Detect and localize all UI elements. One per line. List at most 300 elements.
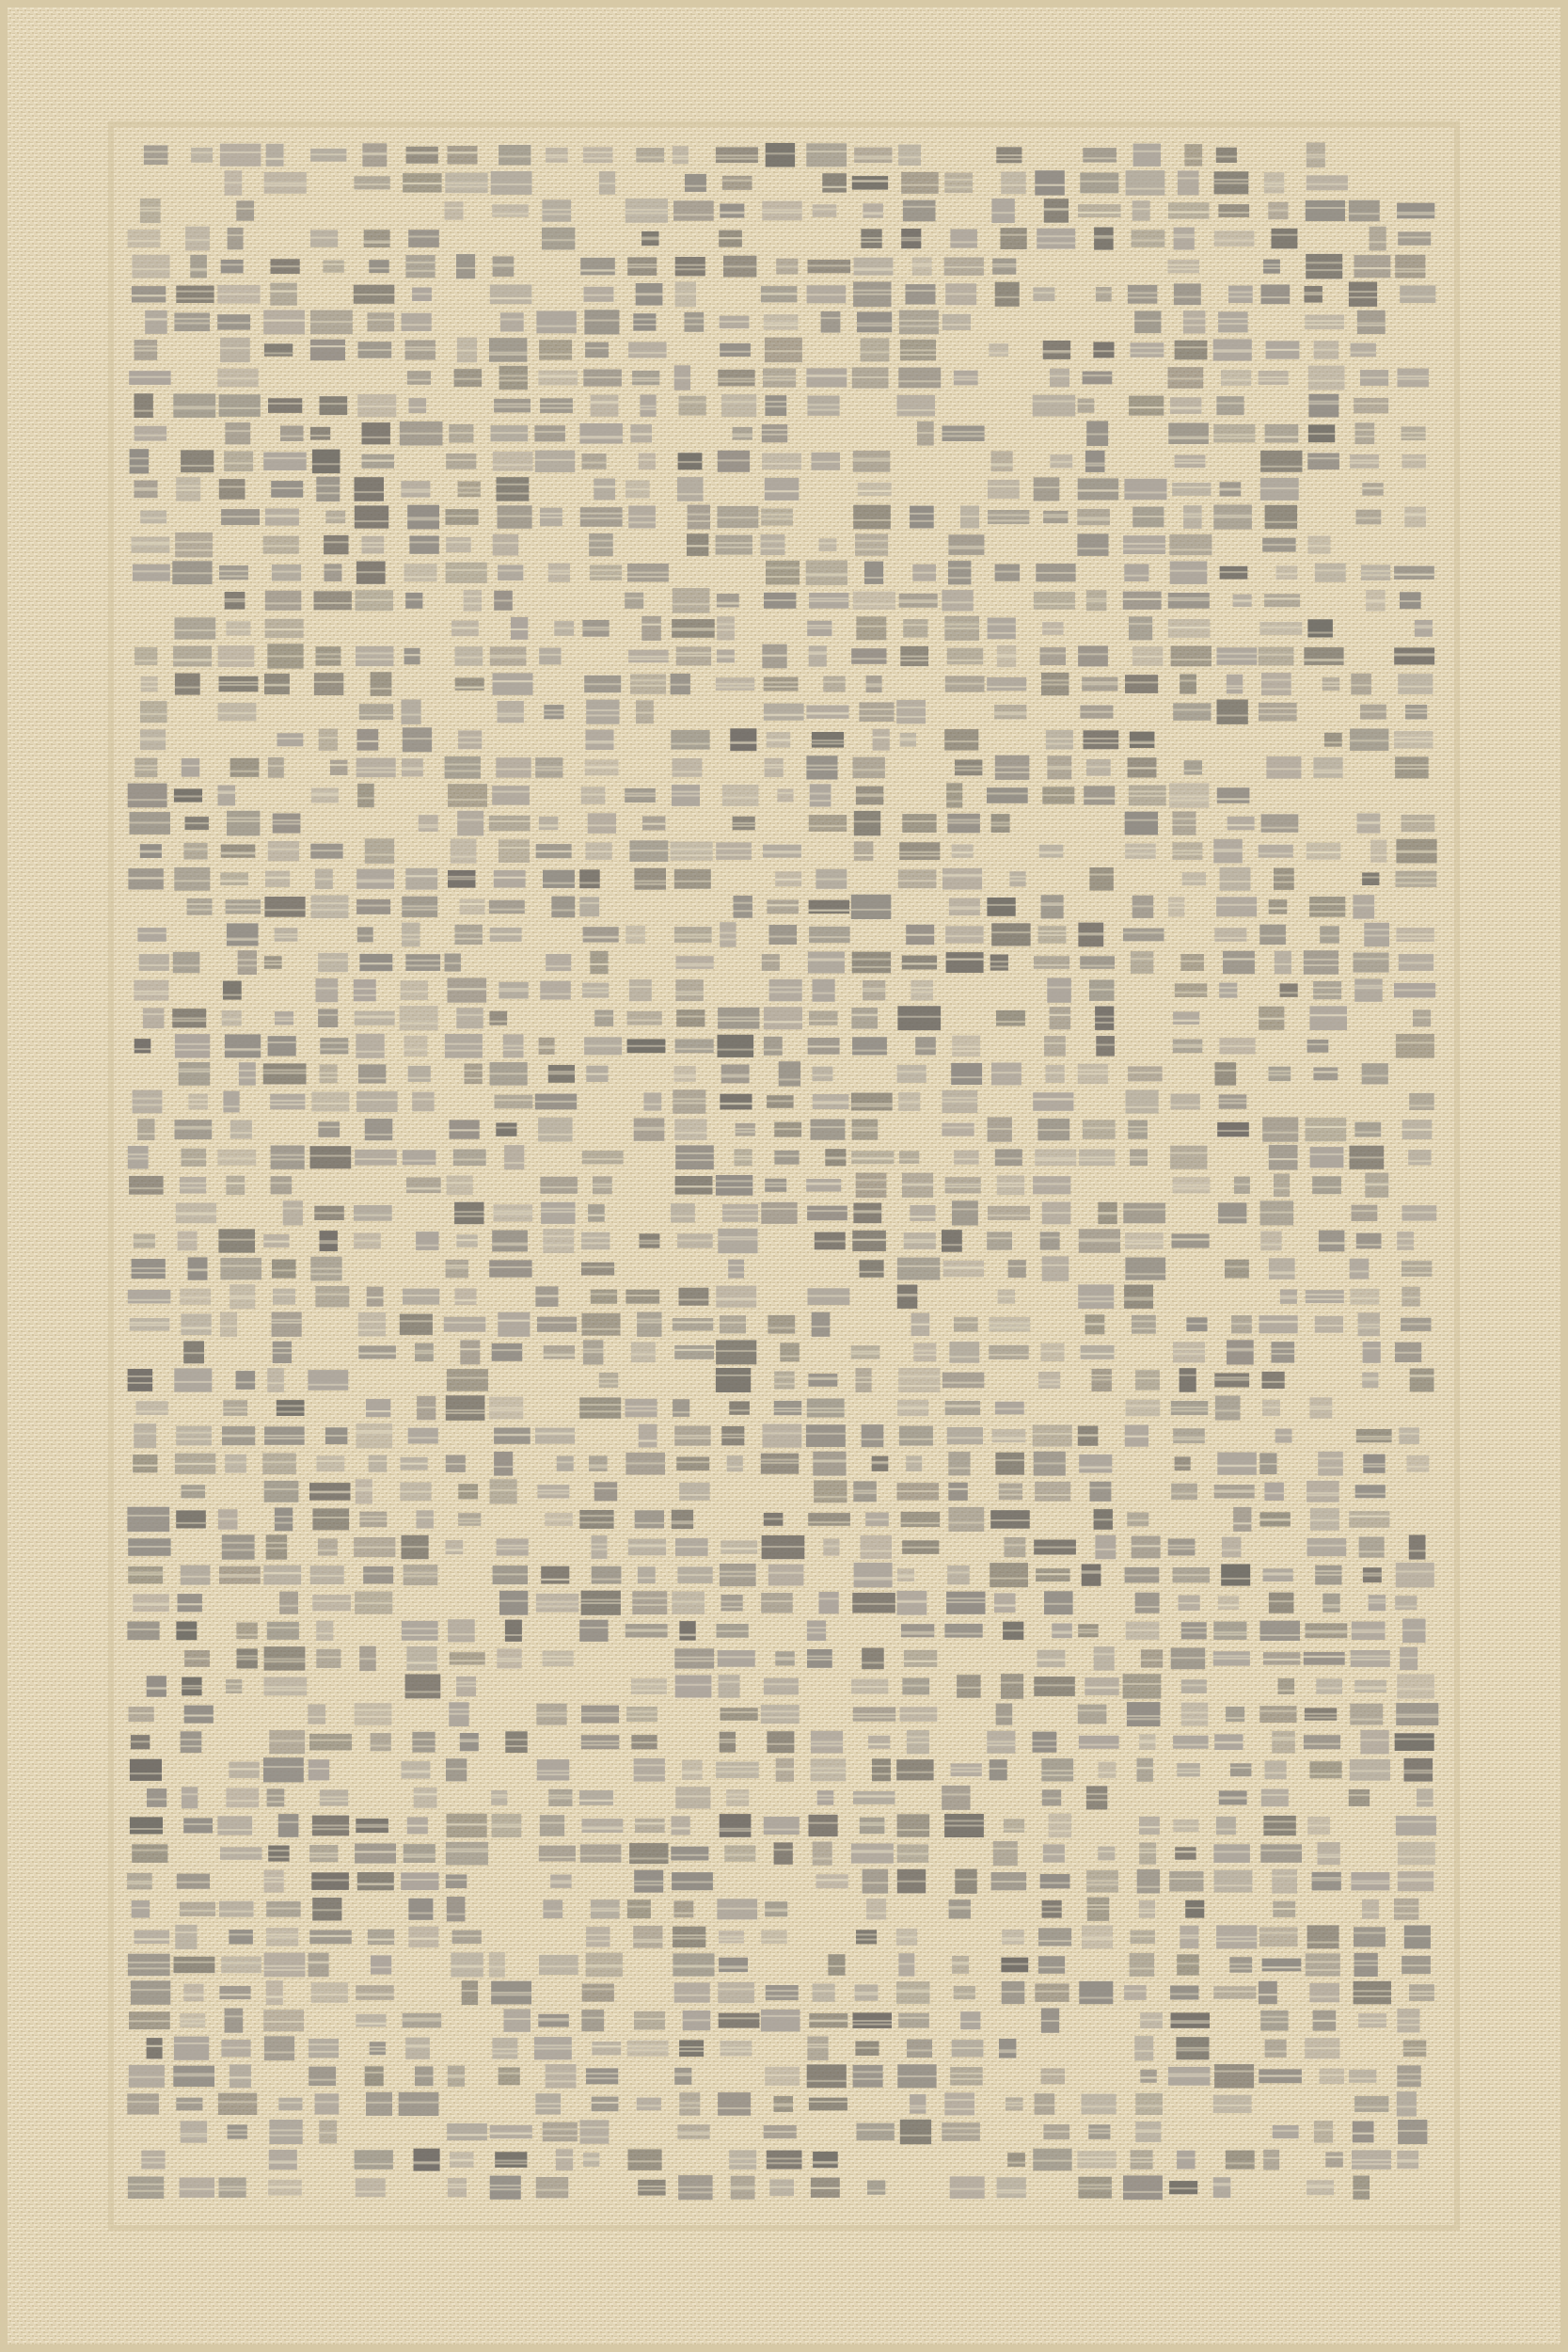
fiber-streak	[769, 987, 802, 989]
fiber-streak	[675, 993, 703, 995]
fiber-streak	[275, 1017, 293, 1019]
pattern-block	[719, 1958, 748, 1972]
fiber-streak	[582, 1158, 624, 1160]
fiber-streak	[365, 1134, 393, 1136]
pattern-block	[446, 1758, 467, 1781]
fiber-streak	[579, 1627, 608, 1629]
fiber-streak	[1001, 184, 1026, 186]
pattern-block	[1135, 2093, 1163, 2115]
fiber-streak	[720, 351, 751, 353]
fiber-streak	[264, 1686, 308, 1688]
fiber-streak	[991, 822, 1010, 824]
pattern-block	[325, 564, 342, 581]
fiber-streak	[954, 379, 978, 381]
fiber-streak	[685, 318, 705, 320]
fiber-streak	[491, 1992, 531, 1994]
fiber-streak	[492, 1824, 522, 1826]
pattern-block	[1400, 286, 1435, 304]
fiber-streak	[460, 1739, 479, 1740]
pattern-block	[543, 1651, 574, 1667]
fiber-streak	[1168, 1545, 1196, 1547]
pattern-block	[492, 204, 529, 216]
fiber-streak	[991, 212, 1014, 214]
fiber-streak	[633, 324, 656, 326]
pattern-block	[1395, 756, 1429, 778]
fiber-streak	[717, 623, 735, 625]
fiber-streak	[1002, 1991, 1025, 1993]
fiber-streak	[311, 902, 349, 904]
pattern-block	[1355, 422, 1375, 444]
pattern-block	[951, 1063, 982, 1085]
fiber-streak	[128, 1574, 163, 1576]
fiber-streak	[1398, 378, 1429, 380]
fiber-streak	[449, 432, 473, 434]
fiber-streak	[406, 1661, 436, 1663]
pattern-block	[632, 1591, 667, 1614]
fiber-streak	[1033, 292, 1054, 294]
fiber-streak	[1403, 2047, 1427, 2049]
pattern-block	[316, 646, 341, 665]
pattern-block	[1265, 1761, 1287, 1780]
fiber-streak	[1228, 296, 1253, 298]
pattern-block	[1354, 978, 1383, 1001]
fiber-streak	[1404, 1935, 1431, 1937]
pattern-block	[355, 1844, 396, 1864]
fiber-streak	[311, 1994, 348, 1995]
fiber-streak	[538, 2020, 569, 2022]
fiber-streak	[1175, 992, 1208, 993]
pattern-block	[445, 1034, 483, 1058]
pattern-block	[312, 450, 341, 474]
fiber-streak	[180, 1183, 206, 1184]
pattern-block	[227, 811, 260, 836]
fiber-streak	[1262, 1381, 1285, 1383]
fiber-streak	[1005, 1544, 1026, 1546]
fiber-streak	[1313, 987, 1341, 989]
fiber-streak	[676, 963, 714, 965]
fiber-streak	[1261, 689, 1291, 691]
fiber-streak	[264, 184, 307, 186]
pattern-block	[1001, 228, 1027, 249]
fiber-streak	[761, 1710, 800, 1712]
pattern-block	[987, 1232, 1012, 1249]
pattern-block	[630, 675, 666, 694]
fiber-streak	[1173, 824, 1196, 826]
fiber-streak	[853, 2024, 893, 2026]
fiber-streak	[1141, 1660, 1163, 1661]
fiber-streak	[899, 1438, 933, 1440]
fiber-streak	[1219, 992, 1237, 993]
pattern-block	[1361, 564, 1390, 580]
fiber-streak	[1180, 1937, 1198, 1939]
fiber-streak	[1404, 1772, 1433, 1773]
fiber-streak	[225, 1461, 246, 1463]
fiber-streak	[899, 326, 939, 327]
pattern-block	[581, 1263, 614, 1276]
fiber-streak	[489, 1406, 523, 1408]
pattern-block	[942, 868, 982, 890]
fiber-streak	[718, 1989, 754, 1991]
fiber-streak	[174, 796, 202, 798]
fiber-streak	[371, 688, 392, 690]
fiber-streak	[271, 1154, 305, 1156]
pattern-block	[1259, 925, 1286, 945]
fiber-streak	[273, 1294, 295, 1295]
pattern-block	[535, 1428, 575, 1444]
fiber-streak	[988, 519, 1029, 521]
pattern-block	[673, 1089, 705, 1113]
pattern-block	[356, 1034, 384, 1058]
fiber-streak	[236, 1634, 257, 1636]
pattern-block	[1394, 566, 1434, 580]
fiber-streak	[762, 434, 787, 436]
pattern-block	[176, 1426, 212, 1446]
pattern-block	[853, 592, 895, 610]
pattern-block	[1265, 2040, 1287, 2058]
pattern-block	[816, 1874, 848, 1888]
pattern-block	[492, 1343, 523, 1361]
fiber-streak	[1178, 177, 1199, 179]
fiber-streak	[990, 1323, 1031, 1325]
fiber-streak	[1042, 1797, 1061, 1799]
pattern-block	[181, 2121, 207, 2142]
fiber-streak	[495, 2163, 527, 2165]
pattern-block	[445, 756, 481, 779]
fiber-streak	[813, 1858, 832, 1860]
pattern-block	[1088, 2124, 1110, 2139]
fiber-streak	[1082, 1936, 1113, 1938]
fiber-streak	[446, 541, 471, 543]
fiber-streak	[226, 1800, 259, 1802]
pattern-block	[1124, 1285, 1153, 1309]
fiber-streak	[1173, 1574, 1210, 1576]
pattern-block	[1001, 1674, 1023, 1699]
fiber-streak	[1181, 1719, 1209, 1721]
fiber-streak	[1171, 659, 1212, 660]
fiber-streak	[1324, 741, 1342, 743]
fiber-streak	[675, 1795, 710, 1797]
pattern-block	[1180, 954, 1204, 971]
fiber-streak	[678, 2191, 713, 2193]
pattern-block	[809, 1011, 838, 1025]
pattern-block	[405, 593, 422, 609]
pattern-block	[582, 983, 609, 998]
pattern-block	[1039, 845, 1064, 858]
pattern-block	[676, 1009, 705, 1026]
fiber-streak	[671, 849, 713, 850]
fiber-streak	[219, 407, 261, 409]
fiber-streak	[499, 1600, 528, 1602]
fiber-streak	[176, 1438, 212, 1440]
pattern-block	[810, 784, 832, 806]
pattern-block	[900, 2120, 931, 2144]
fiber-streak	[358, 1329, 386, 1331]
pattern-block	[637, 2098, 661, 2111]
pattern-block	[221, 845, 255, 858]
fiber-streak	[1262, 1132, 1298, 1134]
fiber-streak	[949, 906, 980, 908]
pattern-block	[673, 588, 710, 613]
pattern-block	[1227, 675, 1243, 694]
pattern-block	[1134, 2036, 1153, 2060]
fiber-streak	[626, 1710, 657, 1712]
fiber-streak	[1183, 318, 1206, 320]
fiber-streak	[627, 266, 657, 268]
pattern-block	[1123, 2175, 1163, 2200]
fiber-streak	[267, 1627, 299, 1629]
pattern-block	[1141, 1649, 1163, 1667]
pattern-block	[854, 148, 892, 164]
pattern-block	[636, 148, 664, 163]
fiber-streak	[727, 1466, 743, 1468]
fiber-streak	[1395, 271, 1425, 273]
fiber-streak	[134, 1241, 155, 1243]
fiber-streak	[1135, 2131, 1161, 2133]
pattern-block	[857, 312, 892, 333]
pattern-block	[188, 1094, 208, 1110]
fiber-streak	[853, 603, 895, 605]
fiber-streak	[673, 155, 689, 157]
fiber-streak	[763, 379, 796, 381]
pattern-block	[318, 1121, 340, 1137]
fiber-streak	[1135, 1377, 1160, 1379]
fiber-streak	[315, 879, 333, 881]
fiber-streak	[774, 2103, 794, 2105]
pattern-block	[955, 760, 982, 776]
fiber-streak	[625, 795, 656, 797]
fiber-streak	[183, 1352, 204, 1354]
fiber-streak	[1309, 1995, 1339, 1997]
pattern-block	[1308, 366, 1345, 390]
pattern-block	[716, 842, 752, 860]
fiber-streak	[128, 1382, 153, 1384]
pattern-block	[852, 1037, 887, 1055]
fiber-streak	[1168, 627, 1211, 628]
fiber-streak	[1085, 1324, 1105, 1326]
fiber-streak	[1082, 1939, 1113, 1941]
fiber-streak	[1078, 490, 1119, 492]
pattern-block	[542, 228, 575, 250]
pattern-block	[579, 1620, 608, 1642]
fiber-streak	[550, 1880, 571, 1882]
pattern-block	[308, 1705, 325, 1724]
fiber-streak	[671, 1216, 695, 1217]
pattern-block	[1050, 369, 1069, 388]
pattern-block	[182, 1485, 206, 1498]
pattern-block	[988, 618, 1016, 640]
pattern-block	[219, 479, 245, 500]
fiber-streak	[866, 1913, 886, 1915]
pattern-block	[765, 1179, 786, 1192]
fiber-streak	[279, 1605, 298, 1607]
fiber-streak	[997, 2189, 1026, 2191]
pattern-block	[1221, 1565, 1250, 1586]
fiber-streak	[995, 296, 1020, 298]
fiber-streak	[230, 1132, 252, 1134]
fiber-streak	[128, 1546, 170, 1548]
fiber-streak	[499, 379, 528, 381]
fiber-streak	[1397, 2018, 1419, 2020]
fiber-streak	[127, 1515, 169, 1517]
pattern-block	[579, 1397, 621, 1418]
pattern-block	[1304, 647, 1343, 665]
fiber-streak	[639, 459, 656, 461]
fiber-streak	[1124, 575, 1148, 577]
fiber-streak	[489, 1966, 505, 1968]
fiber-streak	[128, 2190, 164, 2192]
pattern-block	[1261, 814, 1299, 832]
fiber-streak	[184, 1658, 210, 1660]
fiber-streak	[853, 1713, 895, 1715]
pattern-block	[400, 1314, 433, 1335]
pattern-block	[583, 927, 619, 942]
fiber-streak	[625, 597, 643, 599]
fiber-streak	[811, 1768, 847, 1770]
fiber-streak	[1128, 1131, 1148, 1133]
fiber-streak	[320, 1796, 348, 1798]
fiber-streak	[275, 936, 298, 938]
fiber-streak	[541, 1208, 575, 1210]
fiber-streak	[1402, 1964, 1431, 1966]
fiber-streak	[176, 1214, 216, 1216]
fiber-streak	[594, 1487, 617, 1489]
fiber-streak	[579, 1515, 613, 1517]
pattern-block	[1353, 2122, 1374, 2143]
fiber-streak	[674, 881, 711, 882]
fiber-streak	[358, 1077, 386, 1079]
fiber-streak	[369, 1460, 388, 1462]
fiber-streak	[728, 1272, 744, 1274]
fiber-streak	[218, 660, 255, 661]
pattern-block	[178, 1232, 198, 1251]
fiber-streak	[677, 1574, 712, 1576]
fiber-streak	[1170, 406, 1201, 408]
fiber-streak	[807, 1631, 826, 1633]
pattern-block	[1034, 592, 1075, 610]
pattern-block	[272, 564, 301, 581]
fiber-streak	[1309, 911, 1345, 913]
fiber-streak	[263, 457, 307, 459]
fiber-streak	[945, 293, 976, 294]
fiber-streak	[356, 659, 393, 660]
fiber-streak	[996, 158, 1022, 160]
fiber-streak	[458, 492, 481, 494]
fiber-streak	[1402, 459, 1426, 461]
pattern-block	[1269, 1593, 1294, 1613]
pattern-block	[357, 729, 379, 751]
fiber-streak	[1092, 1379, 1112, 1381]
pattern-block	[358, 1345, 396, 1359]
fiber-streak	[1354, 1964, 1378, 1966]
pattern-block	[368, 312, 395, 331]
pattern-block	[989, 1345, 1028, 1359]
fiber-streak	[853, 458, 891, 460]
fiber-streak	[1042, 794, 1074, 796]
fiber-streak	[581, 1602, 621, 1604]
pattern-block	[1168, 423, 1209, 445]
fiber-streak	[494, 1434, 531, 1436]
fiber-streak	[457, 350, 477, 352]
pattern-block	[128, 1290, 171, 1304]
fiber-streak	[774, 1407, 801, 1409]
fiber-streak	[1364, 929, 1389, 930]
pattern-block	[718, 1035, 754, 1057]
fiber-streak	[589, 1465, 608, 1467]
fiber-streak	[236, 1381, 256, 1383]
fiber-streak	[807, 409, 839, 411]
pattern-block	[1354, 2096, 1388, 2112]
fiber-streak	[807, 1407, 845, 1409]
pattern-block	[995, 1453, 1024, 1475]
fiber-streak	[1396, 1820, 1436, 1822]
pattern-block	[1226, 1707, 1244, 1722]
fiber-streak	[498, 713, 524, 715]
pattern-block	[1260, 1844, 1302, 1863]
pattern-block	[1318, 1452, 1343, 1476]
pattern-block	[858, 483, 892, 496]
fiber-streak	[217, 322, 250, 324]
fiber-streak	[229, 1933, 253, 1935]
fiber-streak	[764, 714, 804, 716]
pattern-block	[354, 176, 389, 189]
pattern-block	[1083, 1120, 1116, 1138]
fiber-streak	[904, 1239, 936, 1241]
fiber-streak	[1080, 965, 1115, 967]
pattern-block	[446, 563, 487, 583]
pattern-block	[1129, 396, 1164, 416]
fiber-streak	[356, 1826, 388, 1828]
fiber-streak	[128, 1153, 149, 1155]
fiber-streak	[537, 1322, 577, 1324]
pattern-block	[589, 533, 613, 556]
fiber-streak	[1216, 1829, 1236, 1831]
fiber-streak	[952, 2047, 984, 2049]
pattern-block	[444, 1317, 486, 1332]
fiber-streak	[141, 681, 158, 683]
fiber-streak	[1323, 1604, 1339, 1606]
pattern-block	[1272, 229, 1298, 248]
pattern-block	[896, 1759, 933, 1780]
fiber-streak	[633, 1939, 662, 1941]
fiber-streak	[1042, 1264, 1069, 1266]
pattern-block	[1133, 144, 1161, 167]
fiber-streak	[137, 932, 166, 934]
fiber-streak	[999, 1488, 1022, 1490]
fiber-streak	[308, 1384, 348, 1386]
pattern-block	[236, 1623, 257, 1640]
fiber-streak	[910, 513, 934, 515]
fiber-streak	[592, 1549, 608, 1550]
fiber-streak	[357, 740, 379, 742]
fiber-streak	[1309, 1406, 1332, 1407]
pattern-block	[1090, 1482, 1112, 1502]
fiber-streak	[1369, 1599, 1386, 1601]
fiber-streak	[540, 1186, 578, 1188]
fiber-streak	[1396, 1571, 1434, 1573]
pattern-block	[638, 1566, 656, 1583]
fiber-streak	[671, 854, 713, 856]
fiber-streak	[628, 1544, 666, 1546]
fiber-streak	[1263, 1572, 1293, 1574]
fiber-streak	[356, 879, 394, 881]
fiber-streak	[1092, 1375, 1112, 1376]
fiber-streak	[675, 1185, 713, 1187]
fiber-streak	[181, 2133, 207, 2135]
pattern-block	[1130, 1953, 1155, 1977]
fiber-streak	[1216, 1936, 1257, 1938]
fiber-streak	[1214, 179, 1249, 181]
pattern-block	[220, 338, 250, 362]
